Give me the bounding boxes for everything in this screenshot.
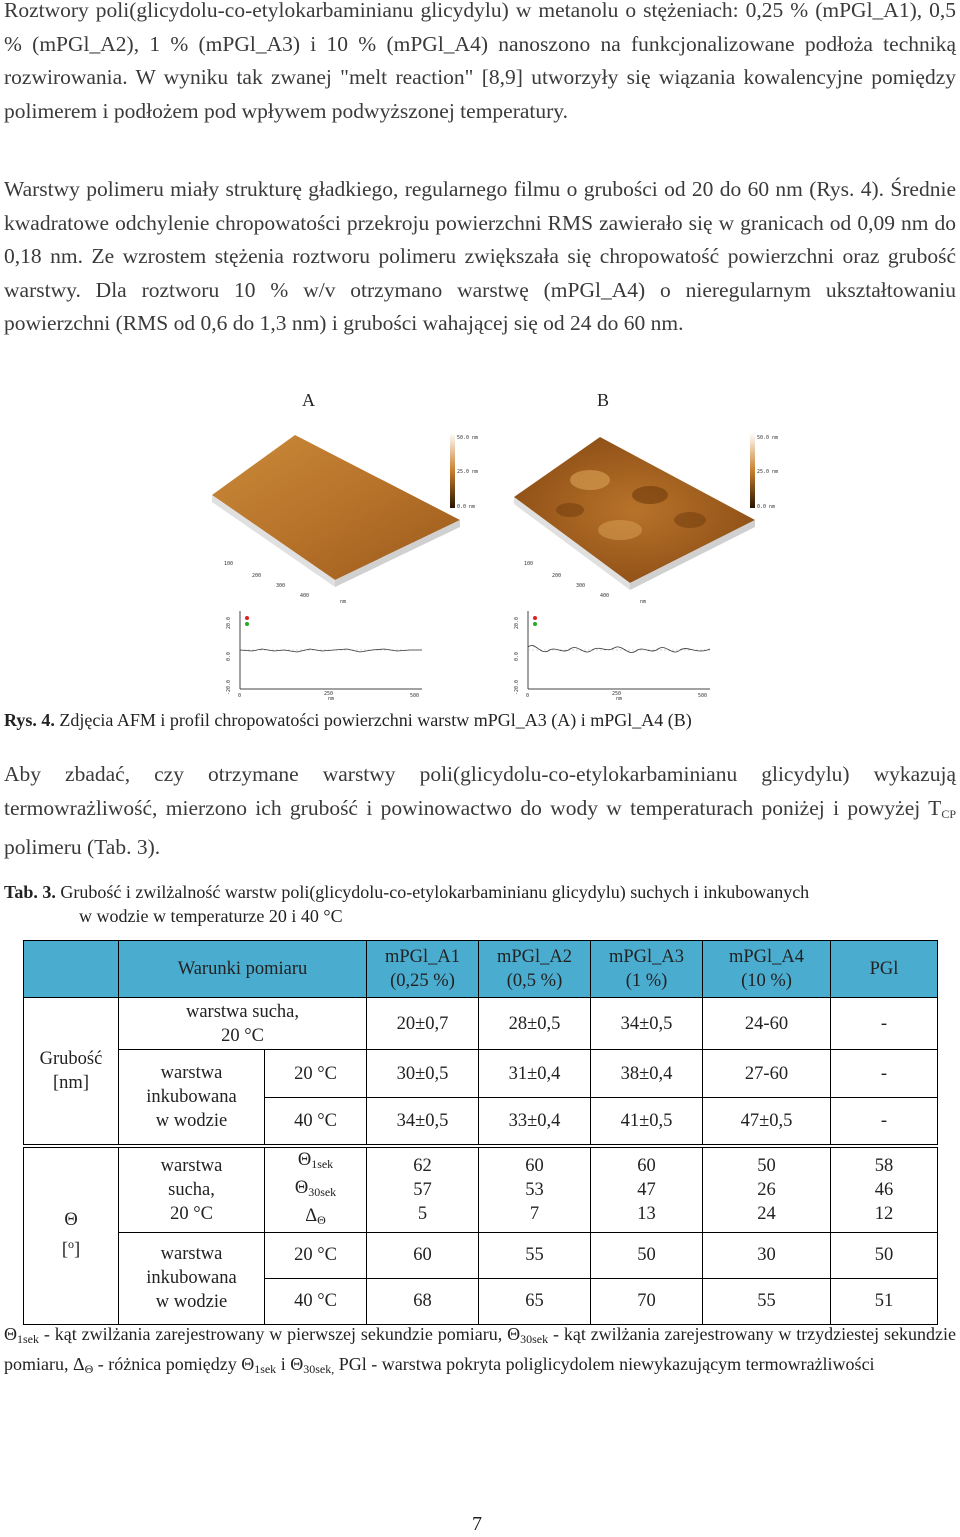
- page-number: 7: [472, 1513, 482, 1535]
- axis-100-b: 100: [524, 561, 534, 567]
- scale-bot-a: 0.0 nm: [457, 504, 476, 510]
- cell: 27-60: [703, 1050, 831, 1098]
- prof-x250-b: 250: [612, 691, 622, 697]
- prof-y-mid-b: 0.0: [514, 651, 520, 661]
- temp-40: 40 °C: [265, 1278, 367, 1324]
- cell: 62 57 5: [367, 1146, 479, 1233]
- prof-x250-a: 250: [324, 691, 334, 697]
- axis-100-a: 100: [224, 561, 234, 567]
- figure-label-a: A: [302, 390, 315, 410]
- header-conditions: Warunki pomiaru: [119, 941, 367, 998]
- cell: 34±0,5: [591, 998, 703, 1050]
- cell: 60: [367, 1232, 479, 1278]
- figure-label-b: B: [597, 390, 610, 410]
- cell: 30±0,5: [367, 1050, 479, 1098]
- scale-mid-b: 25.0 nm: [757, 469, 779, 475]
- axis-200-a: 200: [252, 573, 262, 579]
- cell: 41±0,5: [591, 1098, 703, 1146]
- paragraph-1: Roztwory poli(glicydolu-co-etylokarbaminianu glicydylu) w metanolu o stężeniach: 0,25 % (mPGl_A1), 0,5 % (mPGl_A2), 1 % (mPGl_A3) i 10 % (mPGl_A4) nanoszono na funkcjonalizowane podłoża techniką rozwirowania. W wyniku tak zwanej "melt reaction" [8,9] utworzyły się wiązania kowalencyjne pomiędzy polimerem i podłożem pod wpływem podwyższonej temperatury.: [4, 0, 956, 123]
- table-row: [24, 1232, 938, 1278]
- header-pgl: PGl: [831, 941, 938, 998]
- table-row: [24, 1050, 938, 1098]
- prof-x500-a: 500: [410, 693, 420, 699]
- axis-400-b: 400: [600, 593, 610, 599]
- profile-line-a: [240, 649, 422, 652]
- cell: 34±0,5: [367, 1098, 479, 1146]
- axis-nm-b: nm: [640, 599, 647, 605]
- color-scale-b: [750, 433, 755, 508]
- color-scale-a: [450, 433, 455, 508]
- scale-mid-a: 25.0 nm: [457, 469, 479, 475]
- cell: 55: [703, 1278, 831, 1324]
- header-a1: mPGl_A1 (0,25 %): [367, 941, 479, 998]
- results-table: [23, 940, 938, 1325]
- cell: 58 46 12: [831, 1146, 938, 1233]
- cell: 31±0,4: [479, 1050, 591, 1098]
- scale-top-b: 50.0 nm: [757, 435, 779, 441]
- axis-400-a: 400: [300, 593, 310, 599]
- prof-y-mid-a: 0.0: [226, 651, 232, 661]
- figure-caption: Rys. 4. Zdjęcia AFM i profil chropowatości powierzchni warstw mPGl_A3 (A) i mPGl_A4 (B): [4, 710, 692, 730]
- header-a3: mPGl_A3 (1 %): [591, 941, 703, 998]
- group-thickness: Grubość [nm]: [24, 998, 119, 1146]
- cond-incubated-angle: warstwa inkubowana w wodzie: [119, 1232, 265, 1324]
- scale-bot-b: 0.0 nm: [757, 504, 776, 510]
- cond-dry: warstwa sucha, 20 °C: [119, 998, 367, 1050]
- axis-300-a: 300: [276, 583, 286, 589]
- afm-image-b: [500, 425, 780, 605]
- cell: -: [831, 998, 938, 1050]
- cell: 28±0,5: [479, 998, 591, 1050]
- table-caption: Tab. 3. Grubość i zwilżalność warstw poli(glicydolu-co-etylokarbaminianu glicydylu) suchych i inkubowanych w wodzie w temperaturze 20 i 40 °C: [4, 882, 810, 926]
- prof-x0-b: 0: [526, 693, 530, 699]
- cell: 30: [703, 1232, 831, 1278]
- temp-40: 40 °C: [265, 1098, 367, 1146]
- cell: 38±0,4: [591, 1050, 703, 1098]
- prof-y-top-a: 20.0: [226, 616, 232, 629]
- temp-20: 20 °C: [265, 1232, 367, 1278]
- prof-xnm-b: nm: [616, 696, 623, 700]
- prof-x0-a: 0: [238, 693, 242, 699]
- axis-200-b: 200: [552, 573, 562, 579]
- axis-nm-a: nm: [340, 599, 347, 605]
- cell: 50 26 24: [703, 1146, 831, 1233]
- cell: 60 53 7: [479, 1146, 591, 1233]
- cell: 24-60: [703, 998, 831, 1050]
- header-a2: mPGl_A2 (0,5 %): [479, 941, 591, 998]
- cell: 50: [591, 1232, 703, 1278]
- cell: -: [831, 1098, 938, 1146]
- scale-top-a: 50.0 nm: [457, 435, 479, 441]
- temp-20: 20 °C: [265, 1050, 367, 1098]
- cell: 68: [367, 1278, 479, 1324]
- cond-incubated: warstwa inkubowana w wodzie: [119, 1050, 265, 1146]
- table-row: [24, 1146, 938, 1233]
- profile-b: [510, 605, 720, 700]
- prof-xnm-a: nm: [328, 696, 335, 700]
- cond-dry-angle: warstwa sucha, 20 °C: [119, 1146, 265, 1233]
- prof-y-bot-b: -20.0: [514, 679, 520, 695]
- cell: 47±0,5: [703, 1098, 831, 1146]
- prof-x500-b: 500: [698, 693, 708, 699]
- cell: 50: [831, 1232, 938, 1278]
- paragraph-3: Aby zbadać, czy otrzymane warstwy poli(glicydolu-co-etylokarbaminianu glicydylu) wykazują termowrażliwość, mierzono ich grubość i powinowactwo do wody w temperaturach poniżej i powyżej $T_{CP}$ polimeru (Tab. 3).: [4, 762, 956, 859]
- cell: 33±0,4: [479, 1098, 591, 1146]
- cell: 65: [479, 1278, 591, 1324]
- cell: -: [831, 1050, 938, 1098]
- cell: 20±0,7: [367, 998, 479, 1050]
- table-row: [24, 998, 938, 1050]
- cell: 70: [591, 1278, 703, 1324]
- angle-labels: $\Theta_{1sek}$ $\Theta_{30sek}$ $\Delta_\Theta$: [265, 1146, 367, 1233]
- axis-300-b: 300: [576, 583, 586, 589]
- profile-a: [222, 605, 432, 700]
- profile-line-b: [528, 645, 710, 652]
- surface-b: [514, 437, 755, 583]
- table-footnote: $\Theta_{1sek}$ - kąt zwilżania zarejestrowany w pierwszej sekundzie pomiaru, $\Theta_{30sek}$ - kąt zwilżania zarejestrowany w trzydziestej sekundzie pomiaru, $\Delta_\Theta$ - różnica pomiędzy $\Theta_{1sek}$ i $\Theta_{30sek,}$ PGl - warstwa pokryta poliglicydolem niewykazującym termowrażliwości: [4, 1324, 956, 1376]
- paragraph-2: Warstwy polimeru miały strukturę gładkiego, regularnego filmu o grubości od 20 do 60 nm (Rys. 4). Średnie kwadratowe odchylenie chropowatości przekroju powierzchni RMS zawierało się w granicach od 0,09 nm do 0,18 nm. Ze wzrostem stężenia roztworu polimeru zwiększała się chropowatość powierzchni oraz grubość warstwy. Dla roztworu 10 % w/v otrzymano warstwę (mPGl_A4) o nieregularnym ukształtowaniu powierzchni (RMS od 0,6 do 1,3 nm) i grubości wahającej się od 24 do 60 nm.: [4, 177, 956, 335]
- cell: 60 47 13: [591, 1146, 703, 1233]
- prof-y-top-b: 20.0: [514, 616, 520, 629]
- table-header-row: [24, 941, 938, 998]
- surface-a: [212, 435, 460, 580]
- cell: 55: [479, 1232, 591, 1278]
- afm-image-a: [200, 425, 480, 605]
- prof-y-bot-a: -20.0: [226, 679, 232, 695]
- header-a4: mPGl_A4 (10 %): [703, 941, 831, 998]
- cell: 51: [831, 1278, 938, 1324]
- group-angle: Θ [$^o$]: [24, 1146, 119, 1325]
